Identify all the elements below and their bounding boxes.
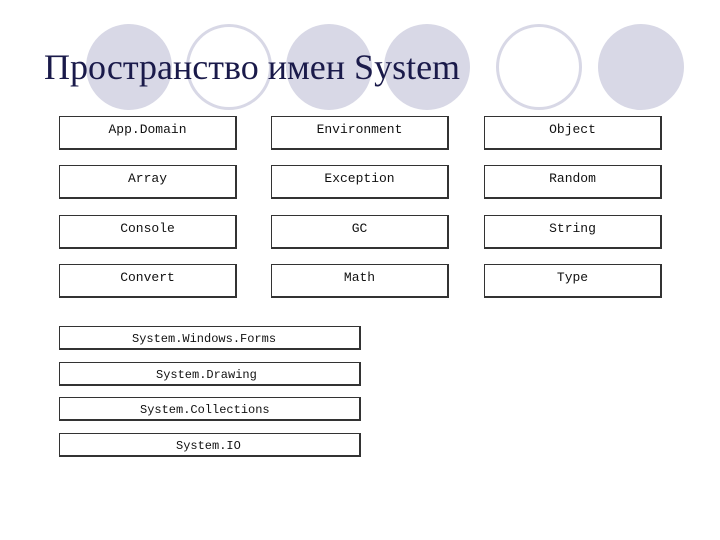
class-box-console: Console — [59, 215, 237, 249]
class-box-gc: GC — [271, 215, 449, 249]
namespace-box-windows-forms — [59, 326, 361, 350]
namespace-label: System.Drawing — [156, 368, 257, 382]
class-box-exception: Exception — [271, 165, 449, 199]
namespace-label: System.IO — [176, 439, 241, 453]
namespace-box-drawing — [59, 362, 361, 386]
decor-circle-6 — [598, 24, 684, 110]
class-box-random: Random — [484, 165, 662, 199]
namespace-label: System.Windows.Forms — [132, 332, 277, 346]
class-box-array: Array — [59, 165, 237, 199]
class-box-appdomain: App.Domain — [59, 116, 237, 150]
slide-title: Пространство имен System — [44, 47, 461, 87]
class-box-convert: Convert — [59, 264, 237, 298]
decor-circle-5 — [496, 24, 582, 110]
class-box-object: Object — [484, 116, 662, 150]
class-box-math: Math — [271, 264, 449, 298]
class-box-environment: Environment — [271, 116, 449, 150]
class-box-string: String — [484, 215, 662, 249]
namespace-box-collections — [59, 397, 361, 421]
class-box-type: Type — [484, 264, 662, 298]
namespace-label: System.Collections — [140, 403, 270, 417]
namespace-box-io — [59, 433, 361, 457]
